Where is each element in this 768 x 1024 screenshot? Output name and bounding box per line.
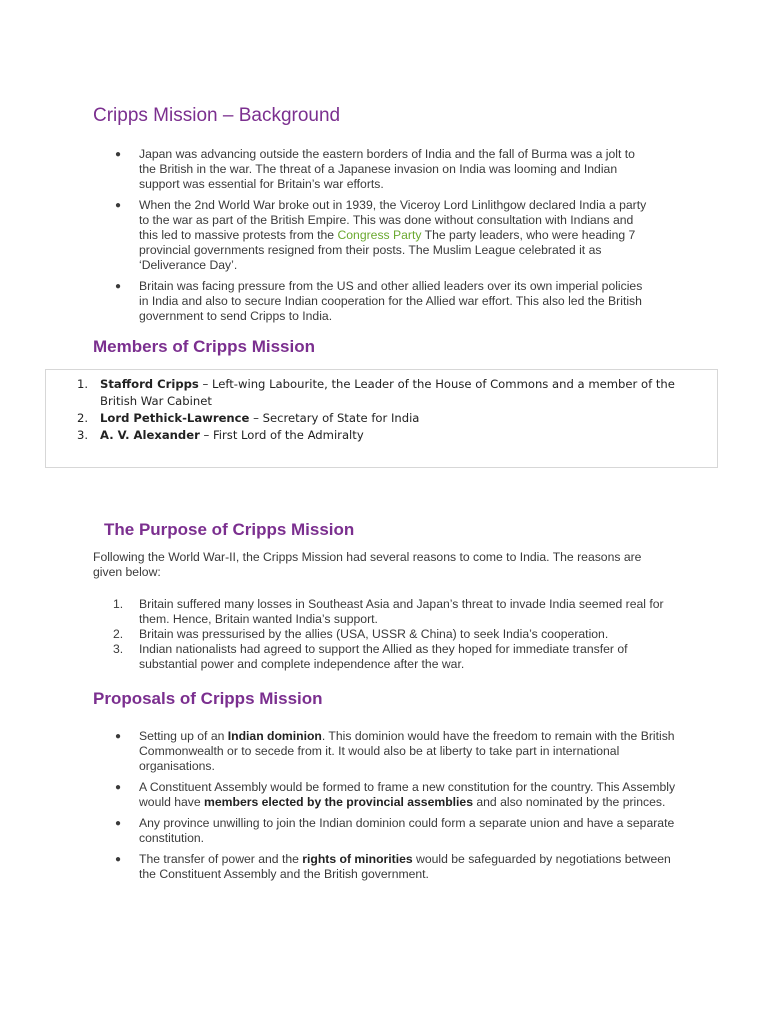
list-item: 1. Britain suffered many losses in Southeast Asia and Japan’s threat to invade India seemed real for them. Hence, Britain wanted India’s support. (113, 597, 664, 626)
bullet-icon: ● (115, 854, 122, 865)
congress-party-link[interactable]: Congress Party (337, 228, 422, 242)
list-item: 3. Indian nationalists had agreed to support the Allied as they hoped for immediate transfer of substantial power and complete independence after the war. (113, 642, 628, 671)
bullet-icon: ● (115, 281, 122, 292)
list-item: ● When the 2nd World War broke out in 1939, the Viceroy Lord Linlithgow declared India a party to the war as part of the British Empire. This was done without consultation with Indians and this led to massive protests from the Congress Party The party leaders, who were heading 7 provincial governments resigned from their posts. The Muslim League celebrated it as ‘Deliverance Day’. (115, 198, 647, 272)
list-item: ● Setting up of an Indian dominion. This dominion would have the freedom to remain with the British Commonwealth or to secede from it. It would also be at liberty to take part in international organisations. (115, 729, 675, 773)
bullet-icon: ● (115, 818, 122, 829)
bullet-icon: ● (115, 731, 122, 742)
member-item: 3. A. V. Alexander – First Lord of the Admiralty (77, 428, 364, 442)
proposals-heading: Proposals of Cripps Mission (93, 689, 323, 708)
members-heading: Members of Cripps Mission (93, 337, 315, 356)
bullet-icon: ● (115, 782, 122, 793)
list-item: ● Britain was facing pressure from the US and other allied leaders over its own imperial policies in India and also to secure Indian cooperation for the Allied war effort. This also led the British government to send Cripps to India. (115, 279, 643, 323)
list-item: ● Japan was advancing outside the eastern borders of India and the fall of Burma was a jolt to the British in the war. The threat of a Japanese invasion on India was looming and Indian support was essential for Britain’s war efforts. (115, 147, 635, 191)
bullet-icon: ● (115, 200, 122, 211)
member-item: 2. Lord Pethick-Lawrence – Secretary of State for India (77, 411, 420, 425)
purpose-intro: Following the World War-II, the Cripps Mission had several reasons to come to India. The reasons are given below: (93, 550, 642, 579)
bullet-icon: ● (115, 149, 122, 160)
list-item: ● A Constituent Assembly would be formed to frame a new constitution for the country. This Assembly would have members elected by the provincial assemblies and also nominated by the princes. (115, 780, 676, 809)
members-list (74, 376, 704, 444)
member-item: 1. Stafford Cripps – Left-wing Labourite, the Leader of the House of Commons and a member of the British War Cabinet (77, 377, 675, 408)
list-item: ● Any province unwilling to join the Indian dominion could form a separate union and have a separate constitution. (115, 816, 675, 845)
background-list (93, 147, 653, 330)
purpose-list (93, 597, 683, 672)
purpose-heading: The Purpose of Cripps Mission (104, 520, 355, 539)
list-item: ● The transfer of power and the rights of minorities would be safeguarded by negotiations between the Constituent Assembly and the British government. (115, 852, 671, 881)
list-item: 2. Britain was pressurised by the allies (USA, USSR & China) to seek India’s cooperation. (113, 627, 609, 641)
background-heading: Cripps Mission – Background (93, 105, 341, 126)
proposals-list (93, 729, 683, 888)
